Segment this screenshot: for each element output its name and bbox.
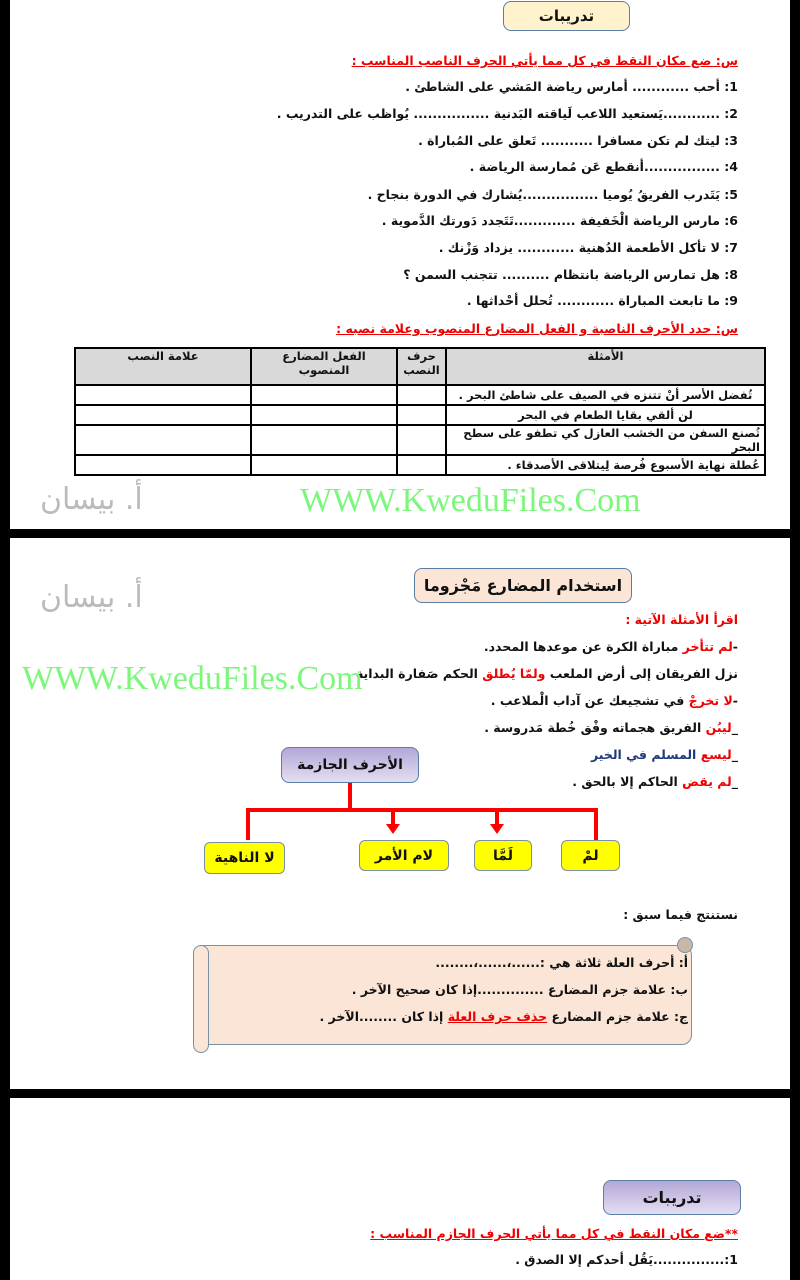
conclusion-c-end: إذا كان ........الآخر . [319,1009,448,1024]
signature-watermark: أ. بيسان [40,482,143,517]
right-border [790,0,800,1280]
page3-title: تدريبات [603,1180,741,1215]
example-prefix: نزل الفريقان إلى أرض الملعب [545,666,738,681]
example-rest: الحكم صَفارة البداية . [346,666,483,681]
conclusion-b: ب: علامة جزم المضارع ..............إذا كان صحيح الآخر . [351,982,688,997]
exercise-item: 9: ما تابعت المباراة ............ تُحلل أحْداثها . [466,293,738,308]
table-header-row [75,348,765,385]
jussive-particles-root: الأحرف الجازمة [281,747,419,783]
example-line [572,773,738,791]
conclusion-c-highlight: حذف حرف العلة [447,1009,548,1024]
exercise-item: 4: ................أنقطع عَن مُمارسة الرياضة . [469,159,738,174]
analysis-table [74,347,766,476]
question-2-heading: س: حدد الأحرف الناصبة و الفعل المضارع المنصوب وعلامة نصبه : [336,321,738,336]
exercise-item: 1: أحب ............ أمارس رياضة المَشي على الشاطئ . [405,79,738,94]
signature-watermark: أ. بيسان [40,580,143,615]
example-cell: عُطلة نهاية الأسبوع فُرصة لِيتلاقى الأصدقاء . [446,455,765,475]
exercise-item: 6: مارس الرياضة الْخَفيفة .............تَتَجدد دَورتك الدَّموية . [381,213,738,228]
table-row [75,455,765,475]
left-border [0,0,10,1280]
answer-cell[interactable] [251,425,397,455]
example-line [484,638,738,656]
exercise-item: 8: هل تمارس الرياضة بانتظام .......... تتجنب السمن ؟ [403,267,738,282]
example-rest: في تشجيعك عن آداب الْملاعب . [490,693,689,708]
question-1-heading: س: ضع مكان النقط في كل مما يأتي الحرف الناصب المناسب : [351,53,738,68]
example-line [491,692,738,710]
exercise-item: 5: يَتَدرب الفريقُ يُوميا ................يُشارك في الدورة بنجاح . [367,187,738,202]
page-separator [0,1089,800,1098]
answer-cell[interactable] [397,425,446,455]
answer-cell[interactable] [397,455,446,475]
example-cell: لن ألقي بقايا الطعام في البحر [446,405,765,425]
example-prefix: _ [731,720,738,735]
conclusion-c [320,1008,688,1026]
answer-cell[interactable] [251,455,397,475]
connector-line [594,808,598,840]
example-cell: تُفضل الأسر أنْ تتنزه في الصيف على شاطئ البحر . [446,385,765,405]
example-prefix: _ [731,747,738,762]
col-verb: الفعل المضارع المنصوب [251,348,397,385]
arrow-down-icon [386,824,400,834]
col-mark: علامة النصب [75,348,251,385]
particle-lam: لمْ [561,840,620,871]
watermark-text: WWW.KweduFiles.Com [22,660,363,697]
page3-question-heading: **ضع مكان النقط في كل مما يأتي الحرف الجازم المناسب : [370,1226,738,1241]
exercise-item: 1:...............يَقُل أحدكم إلا الصدق . [515,1252,738,1267]
scroll-curl-icon [193,945,209,1053]
example-highlight: ولمّا يُطلق [482,666,546,681]
answer-cell[interactable] [75,455,251,475]
example-highlight: ليبُن [705,720,732,735]
example-prefix: - [732,639,738,654]
example-prefix: - [732,693,738,708]
example-highlight: لا تخرجْ [688,693,733,708]
example-cell: تُصنع السفن من الخشب العازل كي تطفو على سطح البحر [446,425,765,455]
example-rest: الفريق هجماته وفْق خُطة مَدروسة . [484,720,706,735]
example-rest: مباراة الكرة عن موعدها المحدد. [483,639,683,654]
answer-cell[interactable] [397,385,446,405]
page-separator [0,529,800,538]
connector-line [246,808,598,812]
intro-label: اقرأ الأمثلة الآتية : [625,612,738,627]
page2-title: استخدام المضارع مَجْزوما [414,568,632,603]
example-line [347,665,738,683]
example-prefix: _ [731,774,738,789]
answer-cell[interactable] [75,405,251,425]
answer-cell[interactable] [251,385,397,405]
arrow-down-icon [490,824,504,834]
col-examples: الأمثلة [446,348,765,385]
particle-la-nahiya: لا الناهية [204,842,285,874]
example-rest: الحاكم إلا بالحق . [572,774,683,789]
table-row [75,425,765,455]
exercise-item: 2: ............يَستعيد اللاعب لَياقته البَدنية ................ يُواظب على التدريب . [276,106,738,121]
scroll-curl-icon [677,937,693,953]
page1-title: تدريبات [503,1,630,31]
example-line [591,746,738,764]
particle-lam-amr: لام الأمر [359,840,449,871]
watermark-text: WWW.KweduFiles.Com [300,482,641,519]
answer-cell[interactable] [75,425,251,455]
connector-line [348,783,352,811]
conclusion-label: نستنتج فيما سبق : [623,907,738,922]
exercise-item: 3: ليتك لم تكن مسافرا ........... تَعلق على المُباراة . [418,133,738,148]
connector-line [246,808,250,840]
answer-cell[interactable] [251,405,397,425]
table-row [75,405,765,425]
example-highlight: ليسع [700,747,732,762]
conclusion-c-start: ج: علامة جزم المضارع [547,1009,688,1024]
example-rest: المسلم في الخير [590,747,701,762]
example-line [484,719,738,737]
example-highlight: لم يقض [682,774,732,789]
particle-lamma: لَمَّا [474,840,532,871]
conclusion-a: أ: أحرف العلة ثلاثة هي :......،......،........ [435,955,688,970]
answer-cell[interactable] [397,405,446,425]
col-particle: حرف النصب [397,348,446,385]
table-row [75,385,765,405]
exercise-item: 7: لا تأكل الأطعمة الدُهنية ............ يزداد وَزْنك . [438,240,738,255]
answer-cell[interactable] [75,385,251,405]
example-highlight: لم تتأخر [682,639,733,654]
